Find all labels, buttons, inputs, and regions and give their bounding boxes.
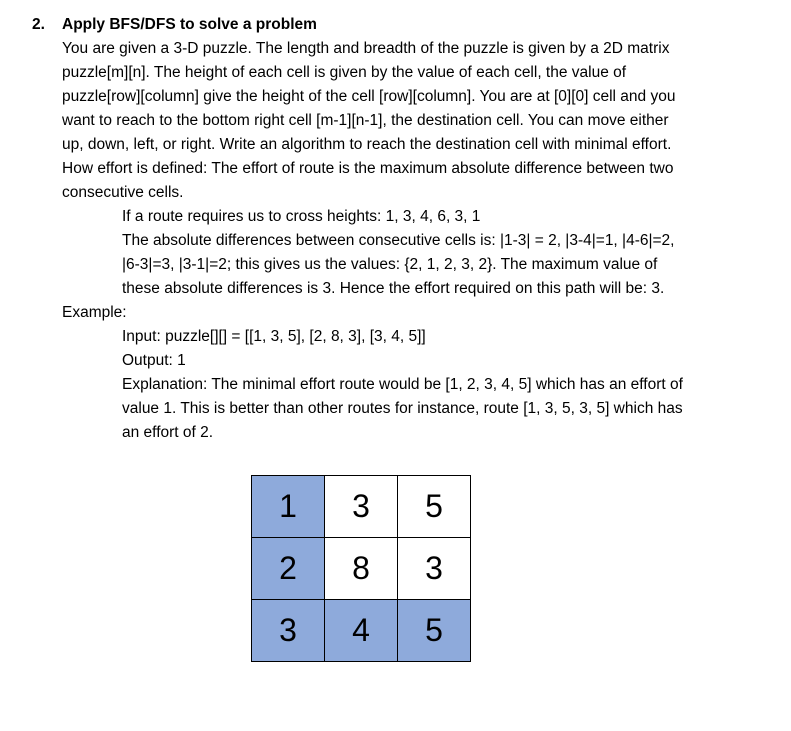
problem-title: Apply BFS/DFS to solve a problem bbox=[62, 16, 317, 33]
example-line: Input: puzzle[][] = [[1, 3, 5], [2, 8, 3], [3, 4, 5]] bbox=[122, 328, 426, 345]
paragraph-line: You are given a 3-D puzzle. The length and breadth of the puzzle is given by a 2D matrix bbox=[62, 40, 670, 57]
example-line: an effort of 2. bbox=[122, 424, 214, 441]
grid-cell: 3 bbox=[325, 476, 398, 538]
example-line: value 1. This is better than other routes for instance, route [1, 3, 5, 3, 5] which has bbox=[122, 400, 683, 417]
route-line: If a route requires us to cross heights: 1, 3, 4, 6, 3, 1 bbox=[122, 208, 481, 225]
grid-cell: 2 bbox=[252, 538, 325, 600]
puzzle-grid bbox=[251, 475, 471, 662]
grid-row bbox=[252, 476, 471, 538]
grid-cell: 8 bbox=[325, 538, 398, 600]
grid-cell: 4 bbox=[325, 600, 398, 662]
paragraph-line: want to reach to the bottom right cell [m-1][n-1], the destination cell. You can move either bbox=[62, 112, 669, 129]
grid-cell: 5 bbox=[398, 476, 471, 538]
grid-cell: 5 bbox=[398, 600, 471, 662]
example-line: Explanation: The minimal effort route would be [1, 2, 3, 4, 5] which has an effort of bbox=[122, 376, 683, 393]
paragraph-line: puzzle[row][column] give the height of the cell [row][column]. You are at [0][0] cell and you bbox=[62, 88, 676, 105]
grid-cell: 3 bbox=[252, 600, 325, 662]
paragraph-line: consecutive cells. bbox=[62, 184, 184, 201]
grid-row bbox=[252, 538, 471, 600]
paragraph-line: How effort is defined: The effort of route is the maximum absolute difference between two bbox=[62, 160, 674, 177]
paragraph-line: puzzle[m][n]. The height of each cell is given by the value of each cell, the value of bbox=[62, 64, 627, 81]
route-line: these absolute differences is 3. Hence the effort required on this path will be: 3. bbox=[122, 280, 665, 297]
example-label: Example: bbox=[62, 304, 127, 321]
route-line: |6-3|=3, |3-1|=2; this gives us the values: {2, 1, 2, 3, 2}. The maximum value of bbox=[122, 256, 658, 273]
route-line: The absolute differences between consecutive cells is: |1-3| = 2, |3-4|=1, |4-6|=2, bbox=[122, 232, 675, 249]
paragraph-line: up, down, left, or right. Write an algorithm to reach the destination cell with minimal effort. bbox=[62, 136, 672, 153]
example-line: Output: 1 bbox=[122, 352, 186, 369]
grid-cell: 3 bbox=[398, 538, 471, 600]
grid-cell: 1 bbox=[252, 476, 325, 538]
problem-number: 2. bbox=[32, 16, 45, 33]
grid-row bbox=[252, 600, 471, 662]
